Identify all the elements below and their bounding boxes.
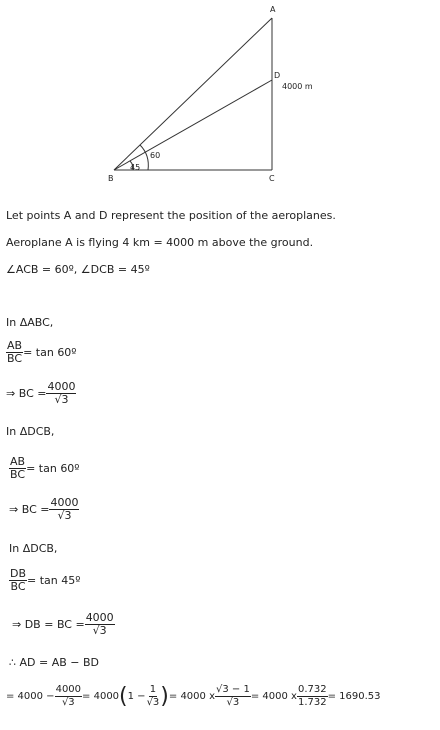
- numerator: 4000: [50, 496, 79, 509]
- fraction-root3-minus-1: [215, 684, 251, 709]
- equation-rhs: = tan 45º: [27, 574, 81, 587]
- equation-lhs: ⇒ BC =: [9, 503, 50, 516]
- vertex-label-A: A: [270, 5, 276, 14]
- equation-3: [9, 456, 80, 481]
- given-angles: ∠ACB = 60º, ∠DCB = 45º: [6, 263, 150, 276]
- fraction-4000-root3: [46, 381, 76, 406]
- distance-label: 4000 m: [282, 82, 313, 91]
- open-paren: (: [119, 683, 128, 709]
- numerator: 4000: [55, 684, 82, 695]
- triangle-abc-heading: In ΔABC,: [6, 316, 54, 329]
- vertex-label-C: C: [269, 174, 275, 183]
- angle-arc-60: [140, 145, 148, 170]
- statement-line-1: Let points A and D represent the position of the aeroplanes.: [6, 209, 336, 222]
- fraction-4000-root3: [49, 497, 79, 522]
- numerator: 4000: [85, 611, 114, 624]
- fraction-4000-root3: [85, 612, 115, 637]
- denominator: BC: [10, 580, 26, 593]
- equation-6: [12, 612, 115, 637]
- fraction-decimals: [297, 684, 328, 709]
- numerator: √3 − 1: [216, 684, 250, 695]
- numerator: DB: [10, 567, 27, 580]
- equation-5: [9, 568, 80, 593]
- part-e: = 4000 x: [250, 691, 297, 702]
- denominator: √3: [146, 697, 160, 708]
- denominator: √3: [57, 509, 72, 522]
- fraction-ab-bc: [6, 340, 23, 365]
- equation-2: [6, 381, 76, 406]
- final-computation: [6, 684, 381, 709]
- denominator: BC: [7, 352, 23, 365]
- equation-rhs: = tan 60º: [26, 462, 80, 475]
- part-f: = 1690.53: [327, 691, 381, 702]
- ad-statement: ∴ AD = AB − BD: [9, 656, 99, 669]
- equation-4: [9, 497, 79, 522]
- equation-lhs: ⇒ BC =: [6, 387, 47, 400]
- equation-lhs: ⇒ DB = BC =: [12, 618, 85, 631]
- triangle-dcb-heading-2: In ΔDCB,: [9, 542, 58, 555]
- angle-label-45: 45: [130, 163, 141, 172]
- part-b: = 4000: [82, 691, 120, 702]
- vertex-label-D: D: [274, 71, 281, 80]
- equation-rhs: = tan 60º: [23, 346, 77, 359]
- numerator: 1: [149, 684, 157, 695]
- close-paren: ): [160, 683, 169, 709]
- statement-line-2: Aeroplane A is flying 4 km = 4000 m above the ground.: [6, 236, 314, 249]
- denominator: BC: [10, 468, 26, 481]
- numerator: AB: [7, 339, 23, 352]
- denominator: 1.732: [297, 697, 327, 708]
- angle-label-60: 60: [150, 151, 161, 160]
- numerator: 0.732: [297, 684, 327, 695]
- fraction-4000-root3: [55, 684, 82, 709]
- fraction-db-bc: [9, 568, 27, 593]
- geometry-diagram: [0, 0, 440, 190]
- part-d: = 4000 x: [168, 691, 215, 702]
- denominator: √3: [54, 393, 69, 406]
- equation-1: [6, 340, 77, 365]
- triangle-dcb-heading-1: In ΔDCB,: [6, 425, 55, 438]
- denominator: √3: [226, 697, 240, 708]
- vertex-label-B: B: [108, 174, 114, 183]
- denominator: √3: [92, 624, 107, 637]
- part-a: = 4000 −: [6, 691, 55, 702]
- denominator: √3: [61, 697, 75, 708]
- numerator: 4000: [47, 380, 76, 393]
- fraction-1-root3: [146, 684, 161, 709]
- fraction-ab-bc: [9, 456, 26, 481]
- part-c: 1 −: [127, 691, 146, 702]
- numerator: AB: [10, 455, 26, 468]
